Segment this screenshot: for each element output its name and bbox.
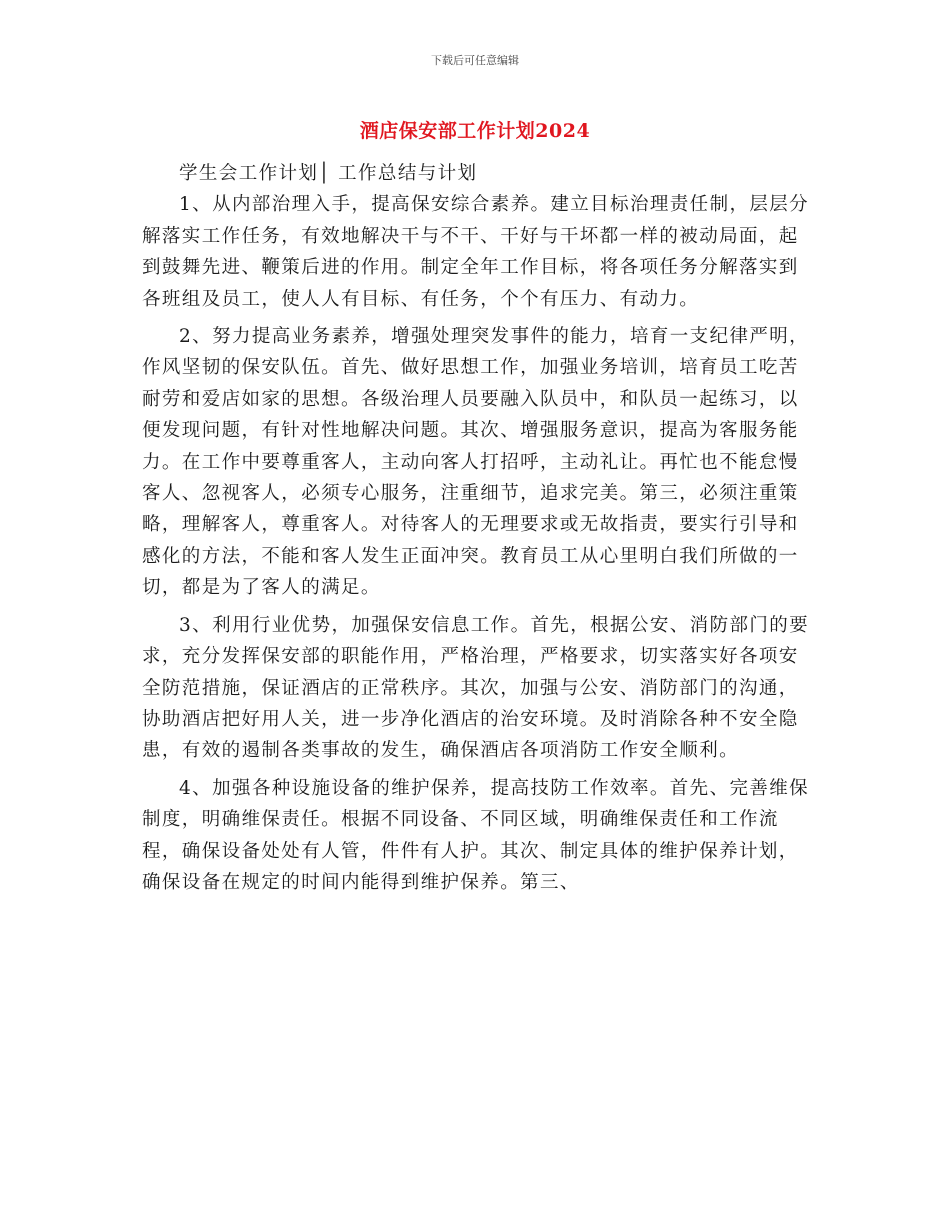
page-header-note: 下载后可任意编辑 — [431, 54, 519, 67]
paragraph-2: 2、努力提高业务素养，增强处理突发事件的能力，培育一支纪律严明，作风坚韧的保安队伍。首先、做好思想工作，加强业务培训，培育员工吃苦耐劳和爱店如家的思想。各级治理人员要融入队员中，和队员一起练习，以便发现问题，有针对性地解决问题。其次、增强服务意识，提高为客服务能力。在工作中要尊重客人，主动向客人打招呼，主动礼让。再忙也不能怠慢客人、忽视客人，必须专心服务，注重细节，追求完美。第三，必须注重策略，理解客人，尊重客人。对待客人的无理要求或无故指责，要实行引导和感化的方法，不能和客人发生正面冲突。教育员工从心里明白我们所做的一切，都是为了客人的满足。 — [142, 326, 810, 599]
document-body — [142, 158, 812, 898]
document-title: 酒店保安部工作计划2024 — [359, 120, 591, 142]
paragraph-1: 1、从内部治理入手，提高保安综合素养。建立目标治理责任制，层层分解落实工作任务，有效地解决干与不干、干好与干坏都一样的被动局面，起到鼓舞先进、鞭策后进的作用。制定全年工作目标，将各项任务分解落实到各班组及员工，使人人有目标、有任务，个个有压力、有动力。 — [142, 194, 810, 310]
document-subtitle: 学生会工作计划│ 工作总结与计划 — [179, 163, 478, 184]
paragraph-4: 4、加强各种设施设备的维护保养，提高技防工作效率。首先、完善维保制度，明确维保责任。根据不同设备、不同区域，明确维保责任和工作流程，确保设备处处有人管，件件有人护。其次、制定具体的维护保养计划，确保设备在规定的时间内能得到维护保养。第三、 — [142, 777, 810, 893]
paragraph-3: 3、利用行业优势，加强保安信息工作。首先，根据公安、消防部门的要求，充分发挥保安部的职能作用，严格治理，严格要求，切实落实好各项安全防范措施，保证酒店的正常秩序。其次，加强与公安、消防部门的沟通，协助酒店把好用人关，进一步净化酒店的治安环境。及时消除各种不安全隐患，有效的遏制各类事故的发生，确保酒店各项消防工作安全顺利。 — [142, 614, 810, 762]
